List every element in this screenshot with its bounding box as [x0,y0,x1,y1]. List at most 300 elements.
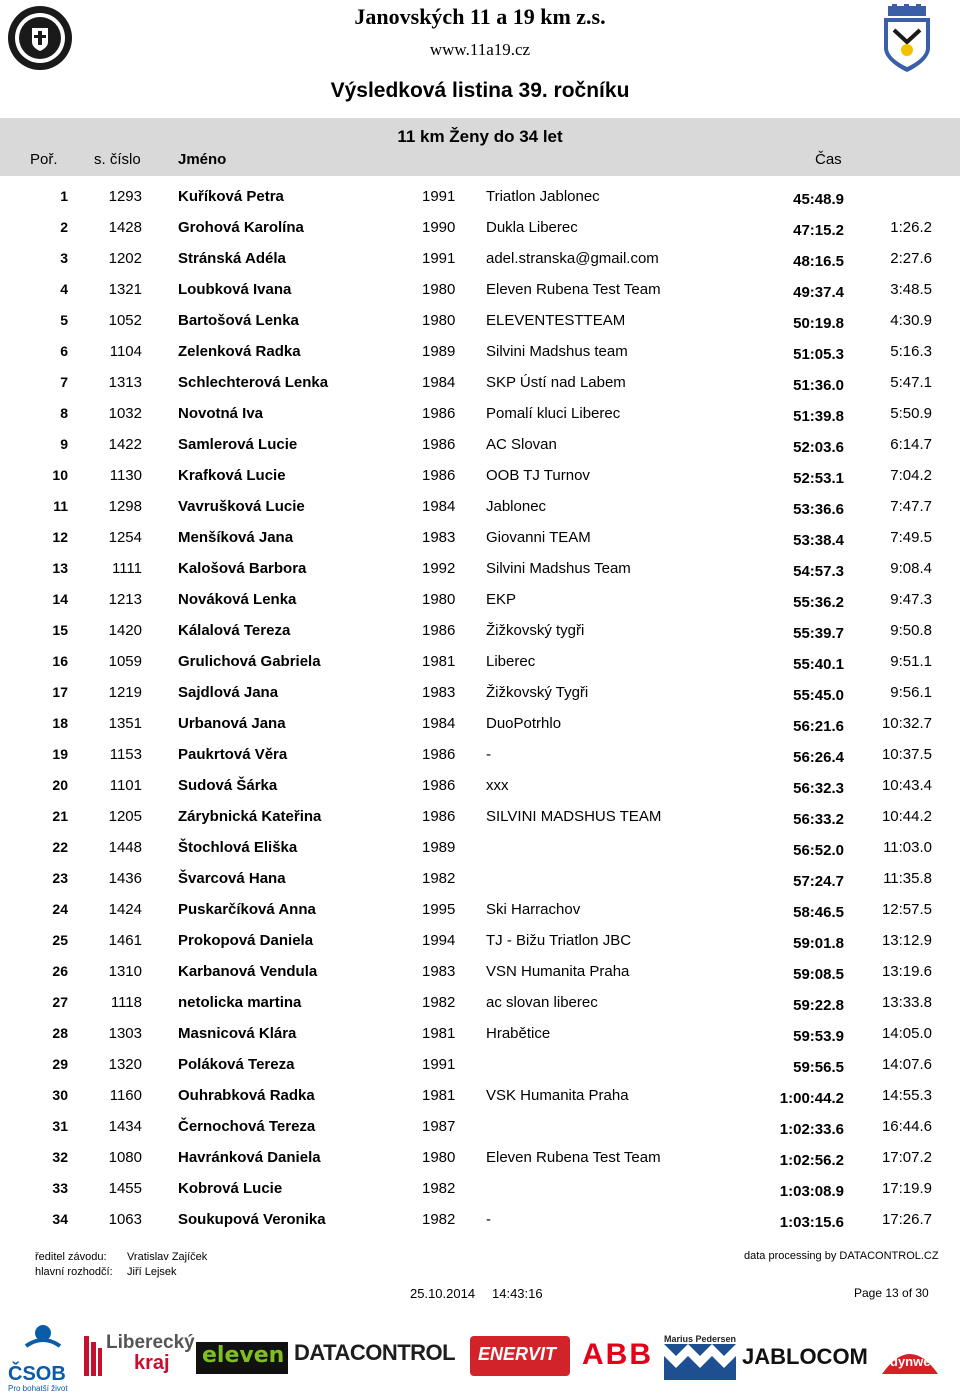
table-row [0,1110,960,1141]
cell-name: Sajdlová Jana [178,684,279,701]
cell-start-number: 1436 [108,870,142,887]
kraj-text: kraj [134,1352,170,1374]
cell-time: 1:03:15.6 [779,1214,844,1231]
cell-name: Švarcová Hana [178,870,286,887]
footer-values [127,1250,207,1280]
jablocom-logo [742,1344,870,1376]
cell-start-number: 1130 [109,467,142,484]
cell-rank: 26 [52,963,68,979]
director-name: Vratislav Zajíček [127,1251,208,1263]
cell-start-number: 1104 [109,343,142,360]
cell-time: 56:26.4 [793,749,844,766]
liberecky-text: Liberecký [106,1332,195,1353]
table-row [0,1141,960,1172]
cell-start-number: 1293 [108,188,142,205]
cell-rank: 25 [52,932,68,948]
table-row [0,242,960,273]
cell-time: 1:02:56.2 [779,1152,844,1169]
table-row [0,428,960,459]
csob-logo [8,1324,78,1393]
cell-time: 54:57.3 [793,563,844,580]
cell-name: Loubková Ivana [178,281,292,298]
cell-time-difference: 7:47.7 [890,498,932,515]
cell-rank: 11 [53,498,68,514]
cell-rank: 29 [52,1056,68,1072]
cell-name: Puskarčíková Anna [178,901,316,918]
cell-birth-year: 1983 [422,529,456,546]
cell-club: OOB TJ Turnov [486,467,590,484]
cell-club: EKP [486,591,517,608]
cell-time: 55:40.1 [793,656,844,673]
cell-club: Silvini Madshus team [486,343,628,360]
cell-birth-year: 1981 [422,653,456,670]
cell-club: SILVINI MADSHUS TEAM [486,808,662,825]
marius-pedersen-logo [664,1334,736,1386]
cell-name: Samlerová Lucie [178,436,298,453]
cell-club: VSK Humanita Praha [486,1087,629,1104]
cell-start-number: 1428 [108,219,142,236]
cell-rank: 10 [52,467,68,483]
enervit-logo-text: ENERVIT [478,1344,557,1364]
table-row [0,366,960,397]
cell-birth-year: 1994 [422,932,456,949]
table-row [0,707,960,738]
cell-rank: 3 [60,250,68,266]
cell-time: 56:52.0 [793,842,844,859]
cell-rank: 21 [52,808,68,824]
datacontrol-logo-text: DATACONTROL [294,1340,456,1365]
abb-logo-text: ABB [582,1338,653,1371]
cell-birth-year: 1981 [422,1025,456,1042]
datacontrol-logo [294,1338,464,1372]
cell-name: Prokopová Daniela [178,932,314,949]
cell-time: 55:45.0 [793,687,844,704]
cell-time: 50:19.8 [793,315,844,332]
cell-rank: 20 [52,777,68,793]
cell-start-number: 1254 [108,529,142,546]
cell-time-difference: 7:04.2 [890,467,932,484]
table-row [0,1172,960,1203]
cell-start-number: 1101 [109,777,142,794]
cell-rank: 18 [52,715,68,731]
cell-name: Štochlová Eliška [178,839,298,856]
cell-name: Kalošová Barbora [178,560,307,577]
organizer-title: Janovských 11 a 19 km z.s. [354,4,606,29]
cell-club: Žižkovský tygři [486,622,585,639]
cell-club: Eleven Rubena Test Team [486,1149,661,1166]
cell-time-difference: 9:47.3 [890,591,932,608]
cell-club: Silvini Madshus Team [486,560,631,577]
cell-start-number: 1205 [108,808,142,825]
print-time: 14:43:16 [492,1286,543,1301]
cell-start-number: 1351 [108,715,142,732]
cell-name: Poláková Tereza [178,1056,295,1073]
column-header-time: Čas [815,151,842,168]
table-row [0,862,960,893]
cell-time: 49:37.4 [793,284,844,301]
table-row [0,459,960,490]
cell-time-difference: 12:57.5 [881,901,932,918]
cell-time-difference: 9:08.4 [890,560,932,577]
dynweb-logo [880,1336,940,1388]
table-row [0,986,960,1017]
cell-time-difference: 3:48.5 [890,281,932,298]
cell-start-number: 1298 [108,498,142,515]
cell-time-difference: 9:50.8 [890,622,932,639]
table-row [0,1048,960,1079]
abb-logo [582,1338,654,1374]
table-row [0,273,960,304]
cell-club: Triatlon Jablonec [486,188,600,205]
cell-time-difference: 2:27.6 [890,250,932,267]
cell-birth-year: 1980 [422,312,456,329]
cell-time: 51:05.3 [793,346,844,363]
cell-rank: 7 [60,374,68,390]
table-row [0,645,960,676]
cell-birth-year: 1984 [422,715,456,732]
cell-birth-year: 1982 [422,1211,456,1228]
cell-birth-year: 1980 [422,281,456,298]
cell-birth-year: 1984 [422,374,456,391]
cell-rank: 30 [52,1087,68,1103]
cell-club: Pomalí kluci Liberec [486,405,621,422]
cell-time: 58:46.5 [793,904,844,921]
cell-start-number: 1424 [108,901,142,918]
page-number: Page 13 of 30 [854,1286,929,1300]
cell-birth-year: 1987 [422,1118,456,1135]
cell-rank: 19 [52,746,68,762]
table-row [0,211,960,242]
cell-time-difference: 11:35.8 [883,870,932,887]
cell-club: Ski Harrachov [486,901,581,918]
cell-start-number: 1059 [108,653,142,670]
cell-club: Žižkovský Tygři [486,684,589,701]
cell-time-difference: 10:37.5 [881,746,932,763]
cell-club: Liberec [486,653,536,670]
column-header-number: s. číslo [94,151,141,168]
table-row [0,1079,960,1110]
cell-time: 57:24.7 [793,873,844,890]
cell-time: 1:00:44.2 [779,1090,844,1107]
cell-time-difference: 5:16.3 [890,343,932,360]
jablocom-logo-text: JABLOCOM [742,1344,868,1369]
cell-club: SKP Ústí nad Labem [486,374,626,391]
cell-birth-year: 1989 [422,839,456,856]
cell-time-difference: 10:32.7 [881,715,932,732]
cell-birth-year: 1982 [422,994,456,1011]
cell-birth-year: 1981 [422,1087,456,1104]
table-row [0,955,960,986]
cell-club: - [486,746,491,763]
footer-labels [35,1250,113,1280]
cell-time: 51:39.8 [793,408,844,425]
cell-rank: 32 [52,1149,68,1165]
cell-time: 59:56.5 [793,1059,844,1076]
cell-rank: 12 [52,529,68,545]
cell-time-difference: 4:30.9 [890,312,932,329]
cell-time-difference: 1:26.2 [890,219,932,236]
cell-name: Grohová Karolína [178,219,304,236]
cell-birth-year: 1991 [422,1056,456,1073]
cell-rank: 28 [52,1025,68,1041]
organizer-website: www.11a19.cz [429,40,531,59]
cell-birth-year: 1989 [422,343,456,360]
cell-name: Paukrtová Věra [178,746,288,763]
cell-rank: 24 [52,901,68,917]
table-row [0,397,960,428]
cell-start-number: 1320 [108,1056,142,1073]
results-list-title: Výsledková listina 39. ročníku [330,79,630,102]
cell-rank: 5 [60,312,68,328]
cell-name: Kálalová Tereza [178,622,291,639]
cell-start-number: 1420 [108,622,142,639]
cell-start-number: 1434 [108,1118,142,1135]
cell-birth-year: 1986 [422,467,456,484]
marius-pedersen-text: Marius Pedersen [664,1334,737,1344]
cell-birth-year: 1984 [422,498,456,515]
cell-time: 59:53.9 [793,1028,844,1045]
cell-name: Černochová Tereza [178,1118,316,1135]
cell-birth-year: 1986 [422,808,456,825]
cell-time: 55:39.7 [793,625,844,642]
cell-birth-year: 1986 [422,622,456,639]
cell-name: Karbanová Vendula [178,963,318,980]
cell-birth-year: 1983 [422,963,456,980]
cell-rank: 17 [52,684,68,700]
cell-rank: 6 [60,343,68,359]
cell-time-difference: 6:14.7 [890,436,932,453]
table-row [0,490,960,521]
cell-name: netolicka martina [178,994,302,1011]
cell-birth-year: 1982 [422,1180,456,1197]
cell-birth-year: 1986 [422,746,456,763]
csob-tagline: Pro bohatší život [8,1384,68,1393]
cell-start-number: 1080 [108,1149,142,1166]
cell-name: Stránská Adéla [178,250,286,267]
cell-name: Kobrová Lucie [178,1180,283,1197]
cell-rank: 23 [52,870,68,886]
cell-name: Soukupová Veronika [178,1211,326,1228]
cell-rank: 9 [60,436,68,452]
cell-time: 51:36.0 [793,377,844,394]
column-header-rank: Poř. [30,151,58,168]
cell-birth-year: 1986 [422,777,456,794]
table-row [0,800,960,831]
cell-time: 45:48.9 [793,191,844,208]
cell-rank: 15 [52,622,68,638]
cell-start-number: 1310 [108,963,142,980]
cell-time: 55:36.2 [793,594,844,611]
cell-time-difference: 13:33.8 [881,994,932,1011]
cell-time: 53:36.6 [793,501,844,518]
sponsor-logos [0,1318,960,1398]
cell-start-number: 1219 [108,684,142,701]
cell-birth-year: 1995 [422,901,456,918]
print-date: 25.10.2014 [410,1286,476,1301]
cell-start-number: 1032 [108,405,142,422]
table-row [0,738,960,769]
table-row [0,893,960,924]
cell-start-number: 1153 [109,746,142,763]
cell-time: 56:32.3 [793,780,844,797]
table-row [0,676,960,707]
cell-rank: 33 [52,1180,68,1196]
results-table [0,180,960,1234]
cell-rank: 2 [60,219,68,235]
cell-club: TJ - Bižu Triatlon JBC [486,932,632,949]
cell-club: adel.stranska@gmail.com [486,250,659,267]
table-row [0,924,960,955]
cell-start-number: 1111 [111,560,142,577]
cell-start-number: 1461 [108,932,142,949]
table-row [0,1203,960,1234]
cell-start-number: 1202 [108,250,142,267]
cell-time: 48:16.5 [793,253,844,270]
cell-name: Vavrušková Lucie [178,498,305,515]
cell-name: Havránková Daniela [178,1149,321,1166]
cell-club: ac slovan liberec [486,994,598,1011]
cell-birth-year: 1991 [422,250,456,267]
cell-rank: 16 [52,653,68,669]
cell-time: 53:38.4 [793,532,844,549]
cell-time-difference: 5:50.9 [890,405,932,422]
cell-time-difference: 16:44.6 [881,1118,932,1135]
cell-time-difference: 9:56.1 [890,684,932,701]
liberecky-kraj-logo [84,1332,195,1388]
cell-name: Zárybnická Kateřina [178,808,322,825]
cell-time: 1:03:08.9 [779,1183,844,1200]
cell-club: Hrabětice [486,1025,551,1042]
cell-start-number: 1303 [108,1025,142,1042]
table-row [0,614,960,645]
cell-start-number: 1313 [108,374,142,391]
data-processing-note: data processing by DATACONTROL.CZ [744,1250,939,1262]
cell-time: 52:53.1 [793,470,844,487]
cell-birth-year: 1990 [422,219,456,236]
csob-logo-text: ČSOB [8,1363,66,1385]
cell-name: Zelenková Radka [178,343,301,360]
cell-name: Urbanová Jana [178,715,286,732]
cell-rank: 14 [52,591,68,607]
cell-name: Kuříková Petra [178,188,284,205]
cell-rank: 27 [52,994,68,1010]
cell-rank: 31 [52,1118,68,1134]
cell-club: VSN Humanita Praha [486,963,630,980]
cell-name: Ouhrabková Radka [178,1087,315,1104]
cell-start-number: 1422 [108,436,142,453]
cell-rank: 13 [52,560,68,576]
cell-time: 56:33.2 [793,811,844,828]
cell-name: Novotná Iva [178,405,264,422]
cell-time: 47:15.2 [793,222,844,239]
cell-birth-year: 1991 [422,188,456,205]
cell-name: Bartošová Lenka [178,312,299,329]
table-row [0,583,960,614]
cell-club: DuoPotrhlo [486,715,562,732]
table-row [0,304,960,335]
cell-club: ELEVENTESTTEAM [486,312,626,329]
cell-name: Grulichová Gabriela [178,653,321,670]
cell-time-difference: 5:47.1 [890,374,932,391]
cell-birth-year: 1992 [422,560,456,577]
cell-name: Schlechterová Lenka [178,374,329,391]
cell-name: Krafková Lucie [178,467,286,484]
cell-time: 56:21.6 [793,718,844,735]
cell-rank: 8 [60,405,68,421]
cell-time-difference: 9:51.1 [890,653,932,670]
cell-club: - [486,1211,491,1228]
cell-club: Dukla Liberec [486,219,578,236]
dynweb-logo-text: dynweb [890,1354,939,1369]
cell-birth-year: 1983 [422,684,456,701]
cell-rank: 1 [60,188,68,204]
cell-birth-year: 1980 [422,591,456,608]
cell-name: Nováková Lenka [178,591,297,608]
cell-start-number: 1063 [108,1211,142,1228]
cell-club: Jablonec [486,498,547,515]
cell-time: 1:02:33.6 [779,1121,844,1138]
cell-time-difference: 10:43.4 [881,777,932,794]
table-row [0,831,960,862]
cell-start-number: 1455 [108,1180,142,1197]
table-row [0,769,960,800]
category-title: 11 km Ženy do 34 let [397,127,563,146]
cell-time-difference: 14:05.0 [881,1025,932,1042]
cell-club: Eleven Rubena Test Team [486,281,661,298]
cell-name: Masnicová Klára [178,1025,297,1042]
cell-time: 59:08.5 [793,966,844,983]
cell-start-number: 1448 [108,839,142,856]
cell-start-number: 1213 [108,591,142,608]
cell-rank: 4 [60,281,68,297]
table-row [0,1017,960,1048]
cell-time-difference: 14:55.3 [881,1087,932,1104]
cell-birth-year: 1986 [422,405,456,422]
eleven-logo [196,1342,288,1374]
cell-time-difference: 17:26.7 [881,1211,932,1228]
cell-rank: 22 [52,839,68,855]
cell-time-difference: 7:49.5 [890,529,932,546]
table-row [0,552,960,583]
table-row [0,521,960,552]
cell-club: AC Slovan [486,436,557,453]
cell-time: 59:01.8 [793,935,844,952]
column-header-name: Jméno [178,151,227,168]
cell-time-difference: 13:19.6 [881,963,932,980]
table-row [0,180,960,211]
director-label: ředitel závodu: [35,1251,107,1263]
cell-start-number: 1321 [108,281,142,298]
cell-time-difference: 13:12.9 [881,932,932,949]
cell-birth-year: 1982 [422,870,456,887]
cell-rank: 34 [52,1211,68,1227]
referee-label: hlavní rozhodčí: [35,1266,113,1278]
cell-time: 59:22.8 [793,997,844,1014]
cell-time-difference: 11:03.0 [883,839,932,856]
enervit-logo [470,1336,570,1376]
cell-time-difference: 10:44.2 [881,808,932,825]
cell-time: 52:03.6 [793,439,844,456]
cell-club: Giovanni TEAM [486,529,591,546]
cell-time-difference: 17:19.9 [881,1180,932,1197]
referee-name: Jiří Lejsek [127,1266,177,1278]
cell-start-number: 1118 [110,994,142,1011]
cell-name: Sudová Šárka [178,777,278,794]
cell-time-difference: 14:07.6 [881,1056,932,1073]
cell-name: Menšíková Jana [178,529,294,546]
cell-start-number: 1160 [109,1087,142,1104]
cell-time-difference: 17:07.2 [881,1149,932,1166]
